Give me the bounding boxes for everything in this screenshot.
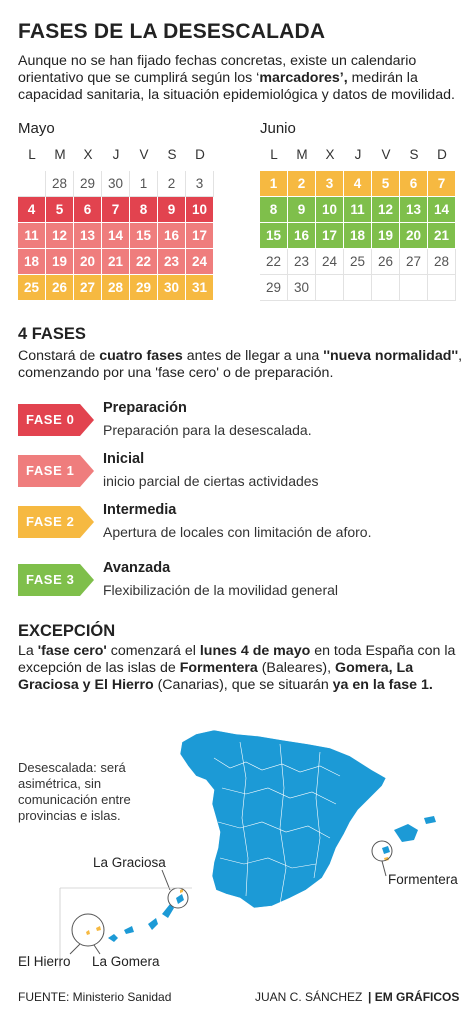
- calendar-june: [260, 120, 456, 301]
- day-cell-may: 4: [18, 197, 46, 223]
- peninsula-shape: [180, 730, 386, 908]
- footer-source: FUENTE: Ministerio Sanidad: [18, 990, 172, 1004]
- label-el-hierro: El Hierro: [18, 954, 71, 969]
- day-cell-may: 1: [130, 171, 158, 197]
- weekday-may-4: V: [139, 147, 149, 162]
- day-cell-may: 22: [130, 249, 158, 275]
- day-cell-june: 5: [372, 171, 400, 197]
- el-hierro-shape: [86, 930, 90, 935]
- calendar-grid-may: [18, 145, 214, 301]
- intro-text: [18, 53, 463, 104]
- phase-2-label: FASE 2: [26, 514, 75, 529]
- phase-1-name: Inicial: [103, 451, 145, 467]
- day-cell-june: 10: [316, 197, 344, 223]
- day-cell-june: 2: [288, 171, 316, 197]
- weekday-may-2: X: [83, 147, 93, 162]
- day-cell-may: 30: [158, 275, 186, 301]
- phase-2-desc: Apertura de locales con limitación de aforo.: [103, 524, 372, 540]
- day-cell-june: 15: [260, 223, 288, 249]
- calendar-may: [18, 120, 214, 301]
- formentera-line: [382, 861, 386, 876]
- weekday-may-5: S: [167, 147, 177, 162]
- day-cell-june: 11: [344, 197, 372, 223]
- day-cell-may: 6: [74, 197, 102, 223]
- gomera-line: [94, 945, 100, 954]
- intro-part2: medirán la capacidad sanitaria, la situación epidemiológica y datos de movilidad.: [18, 70, 455, 103]
- day-cell-may: 17: [186, 223, 214, 249]
- day-cell-june: 23: [288, 249, 316, 275]
- spain-map: [0, 718, 474, 988]
- day-cell-may: 21: [102, 249, 130, 275]
- day-cell-june: 28: [428, 249, 456, 275]
- phase-1-desc: inicio parcial de ciertas actividades: [103, 473, 319, 489]
- day-cell-june: 18: [344, 223, 372, 249]
- day-cell-may: 27: [74, 275, 102, 301]
- day-cell-june: [344, 275, 372, 301]
- phase-0-name: Preparación: [103, 400, 187, 416]
- day-cell-may: 31: [186, 275, 214, 301]
- day-cell-june: 17: [316, 223, 344, 249]
- day-cell-may: 7: [102, 197, 130, 223]
- phase-0-desc: Preparación para la desescalada.: [103, 422, 312, 438]
- day-cell-may: 3: [186, 171, 214, 197]
- weekday-june-0: L: [270, 147, 278, 162]
- day-cell-june: 6: [400, 171, 428, 197]
- day-cell-may: 10: [186, 197, 214, 223]
- label-formentera: Formentera: [388, 872, 458, 887]
- day-cell-may: 20: [74, 249, 102, 275]
- mallorca-shape: [394, 824, 418, 842]
- phase-0-label: FASE 0: [26, 412, 75, 427]
- weekday-may-1: M: [54, 147, 66, 162]
- day-cell-june: 22: [260, 249, 288, 275]
- day-cell-may: 11: [18, 223, 46, 249]
- menorca-shape: [424, 816, 436, 824]
- day-cell-may: 28: [46, 171, 74, 197]
- exception-t5: (Canarias), que se situarán: [153, 677, 333, 693]
- weekday-june-4: V: [381, 147, 391, 162]
- day-cell-may: 8: [130, 197, 158, 223]
- weekday-june-3: J: [354, 147, 362, 162]
- weekday-june-6: D: [437, 147, 447, 162]
- day-cell-june: [372, 275, 400, 301]
- hierro-line: [70, 944, 80, 954]
- day-cell-may: [18, 171, 46, 197]
- day-cell-june: 9: [288, 197, 316, 223]
- day-cell-june: [316, 275, 344, 301]
- phase-1-label: FASE 1: [26, 463, 75, 478]
- day-cell-june: 21: [428, 223, 456, 249]
- label-la-gomera: La Gomera: [92, 954, 160, 969]
- exception-t4: (Baleares),: [257, 660, 336, 676]
- exception-title: EXCEPCIÓN: [18, 622, 116, 640]
- phases-text-1: Constará de: [18, 348, 100, 364]
- footer-brand: | EM GRÁFICOS: [368, 990, 460, 1004]
- day-cell-june: 19: [372, 223, 400, 249]
- exception-text: [18, 643, 463, 694]
- footer-author: JUAN C. SÁNCHEZ: [255, 990, 363, 1004]
- weekday-june-2: X: [325, 147, 335, 162]
- day-cell-june: 25: [344, 249, 372, 275]
- day-cell-may: 29: [130, 275, 158, 301]
- label-la-graciosa: La Graciosa: [93, 855, 166, 870]
- day-cell-june: 24: [316, 249, 344, 275]
- day-cell-may: 25: [18, 275, 46, 301]
- weekday-may-3: J: [112, 147, 120, 162]
- day-cell-june: 4: [344, 171, 372, 197]
- exception-t3: en toda España con la excepción de las islas de: [18, 643, 456, 676]
- phases-text-bold-1: cuatro fases: [99, 348, 183, 364]
- day-cell-june: [428, 275, 456, 301]
- day-cell-june: 26: [372, 249, 400, 275]
- day-cell-may: 9: [158, 197, 186, 223]
- phase-3-label: FASE 3: [26, 572, 75, 587]
- calendar-grid-june: [260, 145, 456, 301]
- day-cell-may: 2: [158, 171, 186, 197]
- day-cell-may: 14: [102, 223, 130, 249]
- day-cell-may: 24: [186, 249, 214, 275]
- day-cell-june: 30: [288, 275, 316, 301]
- calendar-month-may: Mayo: [18, 120, 55, 137]
- phases-text-3: , comenzando por una 'fase cero' o de preparación.: [18, 348, 463, 381]
- day-cell-may: 15: [130, 223, 158, 249]
- day-cell-june: 3: [316, 171, 344, 197]
- canary-islands-shape: [108, 894, 184, 942]
- day-cell-june: 27: [400, 249, 428, 275]
- day-cell-june: 29: [260, 275, 288, 301]
- weekday-june-5: S: [409, 147, 419, 162]
- la-gomera-shape: [96, 926, 101, 931]
- day-cell-may: 28: [102, 275, 130, 301]
- weekday-may-6: D: [195, 147, 205, 162]
- exception-b5: ya en la fase 1.: [332, 677, 433, 693]
- exception-b4: Gomera, La Graciosa y El Hierro: [18, 660, 414, 693]
- phase-3-desc: Flexibilización de la movilidad general: [103, 582, 339, 598]
- map-note: Desescalada: será asimétrica, sin comunicación entre provincias e islas.: [18, 760, 131, 823]
- day-cell-june: 20: [400, 223, 428, 249]
- exception-t1: La: [18, 643, 38, 659]
- page-title: FASES DE LA DESESCALADA: [18, 20, 326, 43]
- day-cell-may: 12: [46, 223, 74, 249]
- graciosa-line: [162, 870, 170, 890]
- calendar-month-june: Junio: [260, 120, 296, 137]
- day-cell-may: 29: [74, 171, 102, 197]
- day-cell-june: 1: [260, 171, 288, 197]
- day-cell-june: 7: [428, 171, 456, 197]
- day-cell-june: 12: [372, 197, 400, 223]
- ibiza-shape: [382, 846, 390, 854]
- phase-3-name: Avanzada: [103, 560, 171, 576]
- day-cell-may: 16: [158, 223, 186, 249]
- exception-b3: Formentera: [179, 660, 258, 676]
- day-cell-may: 13: [74, 223, 102, 249]
- day-cell-may: 18: [18, 249, 46, 275]
- day-cell-june: 14: [428, 197, 456, 223]
- day-cell-may: 19: [46, 249, 74, 275]
- day-cell-june: 16: [288, 223, 316, 249]
- day-cell-may: 5: [46, 197, 74, 223]
- day-cell-june: [400, 275, 428, 301]
- day-cell-may: 26: [46, 275, 74, 301]
- intro-bold: marcadores’,: [259, 70, 348, 86]
- weekday-june-1: M: [296, 147, 308, 162]
- exception-b1: 'fase cero': [37, 643, 107, 659]
- phases-text: [18, 348, 463, 382]
- exception-b2: lunes 4 de mayo: [199, 643, 311, 659]
- day-cell-june: 8: [260, 197, 288, 223]
- intro-part1: Aunque no se han fijado fechas concretas, existe un calendario orientativo que se cumplirá según los ‘: [18, 53, 417, 86]
- day-cell-june: 13: [400, 197, 428, 223]
- phases-title: 4 FASES: [18, 325, 86, 343]
- phases-text-bold-2: ''nueva normalidad'': [323, 348, 459, 364]
- weekday-may-0: L: [28, 147, 36, 162]
- phases-text-2: antes de llegar a una: [182, 348, 324, 364]
- day-cell-may: 30: [102, 171, 130, 197]
- phase-2-name: Intermedia: [103, 502, 177, 518]
- exception-t2: comenzará el: [106, 643, 200, 659]
- day-cell-may: 23: [158, 249, 186, 275]
